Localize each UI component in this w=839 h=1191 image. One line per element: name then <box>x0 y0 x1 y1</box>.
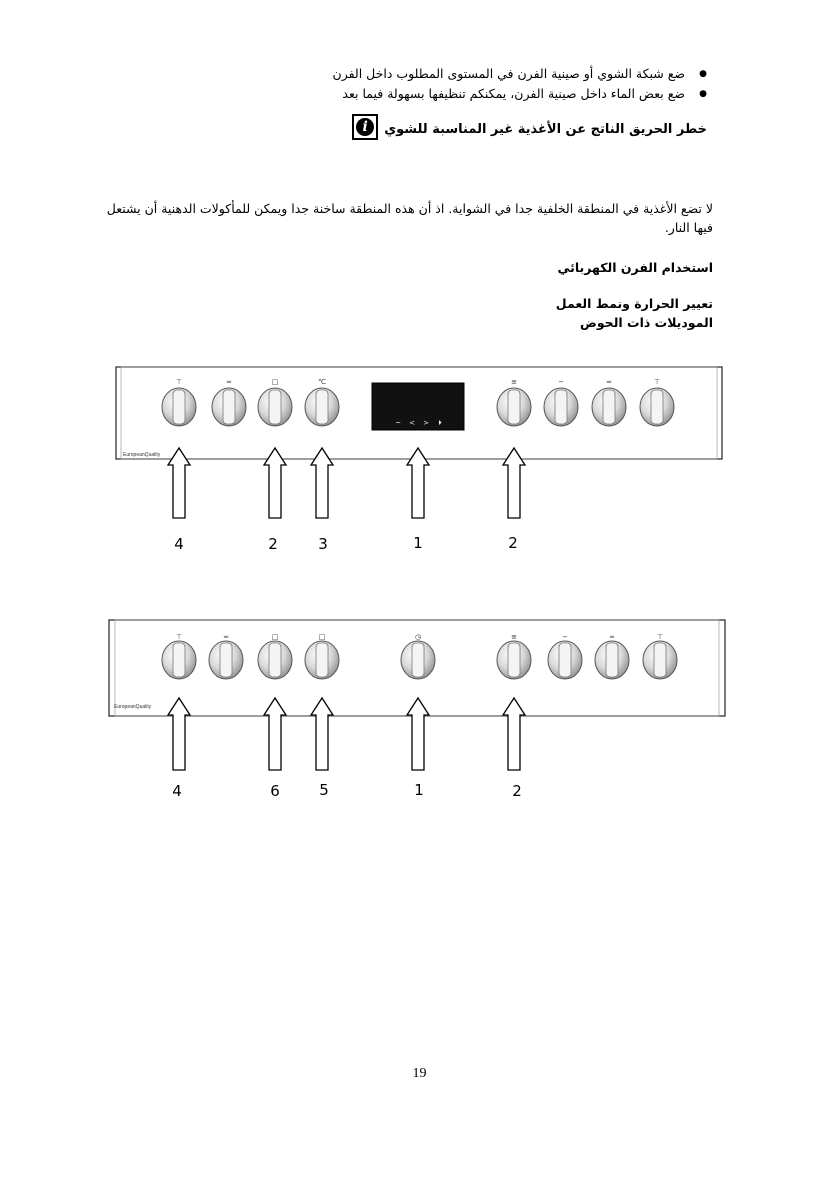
callout-label: 1 <box>414 781 424 799</box>
up-arrow-icon <box>168 698 190 770</box>
hob-symbol-icon: ≡ <box>511 633 517 641</box>
callout-label: 4 <box>174 535 184 553</box>
timer-display <box>372 383 464 430</box>
callout-label: 2 <box>268 535 278 553</box>
oven-mode-icon: □ <box>271 633 279 641</box>
control-panel-1 <box>116 367 722 553</box>
display-symbol[interactable]: > <box>423 419 429 427</box>
display-symbol[interactable]: < <box>409 419 415 427</box>
section-heading-usage: استخدام الفرن الكهربائي <box>557 260 713 275</box>
up-arrow-icon <box>503 698 525 770</box>
display-symbol[interactable]: ⏵ <box>438 419 442 427</box>
hob-symbol-icon: ═ <box>223 633 229 641</box>
hob-symbol-icon: ═ <box>226 378 232 386</box>
up-arrow-icon <box>264 698 286 770</box>
hob-symbol-icon: ═ <box>606 378 612 386</box>
hob-symbol-icon: ≡ <box>511 378 517 386</box>
hob-symbol-icon: ⊤ <box>175 378 183 386</box>
control-panel-2 <box>109 620 725 800</box>
display-symbol[interactable]: ~ <box>395 419 401 427</box>
hob-symbol-icon: ⊤ <box>656 633 664 641</box>
bullet-item: ● ضع شبكة الشوي أو صينية الفرن في المستوى المطلوب داخل الفرن <box>147 64 707 84</box>
up-arrow-icon <box>311 698 333 770</box>
callout-label: 2 <box>508 534 518 552</box>
grill-warning-paragraph: لا تضع الأغذية في المنطقة الخلفية جدا في الشواية. اذ أن هذه المنطقة ساخنة جدا ويمكن للمأكولات الدهنية أن يشتعل فيها النار. <box>106 201 713 235</box>
thermostat-icon: □ <box>318 633 326 641</box>
hob-symbol-icon: ⊤ <box>175 633 183 641</box>
callout-label: 4 <box>172 782 182 800</box>
callout-label: 1 <box>413 534 423 552</box>
info-icon: i <box>352 114 378 140</box>
up-arrow-icon <box>407 698 429 770</box>
warning-title: خطر الحريق الناتج عن الأغذية غير المناسبة للشوي <box>384 122 707 137</box>
callout-label: 2 <box>512 782 522 800</box>
hob-symbol-icon: ⊤ <box>653 378 661 386</box>
hob-symbol-icon: − <box>562 633 568 641</box>
oven-mode-icon: □ <box>271 378 279 386</box>
bullet-item: ● ضع بعض الماء داخل صينية الفرن، يمكنكم تنظيفها بسهولة فيما بعد <box>147 84 707 104</box>
page-number: 19 <box>412 1066 427 1081</box>
section-heading-temperature: تعيير الحرارة ونمط العمل <box>555 296 713 311</box>
hob-symbol-icon: ═ <box>609 633 615 641</box>
callout-label: 3 <box>318 535 328 553</box>
thermostat-icon: ℃ <box>318 378 326 386</box>
brand-logo: EuropeanQuality <box>114 704 152 710</box>
section-heading-models: الموديلات ذات الحوض <box>580 315 713 330</box>
brand-logo: EuropeanQuality <box>123 452 161 458</box>
callout-label: 5 <box>319 781 329 799</box>
hob-symbol-icon: − <box>558 378 564 386</box>
timer-icon: ◷ <box>414 633 422 641</box>
callout-label: 6 <box>270 782 280 800</box>
